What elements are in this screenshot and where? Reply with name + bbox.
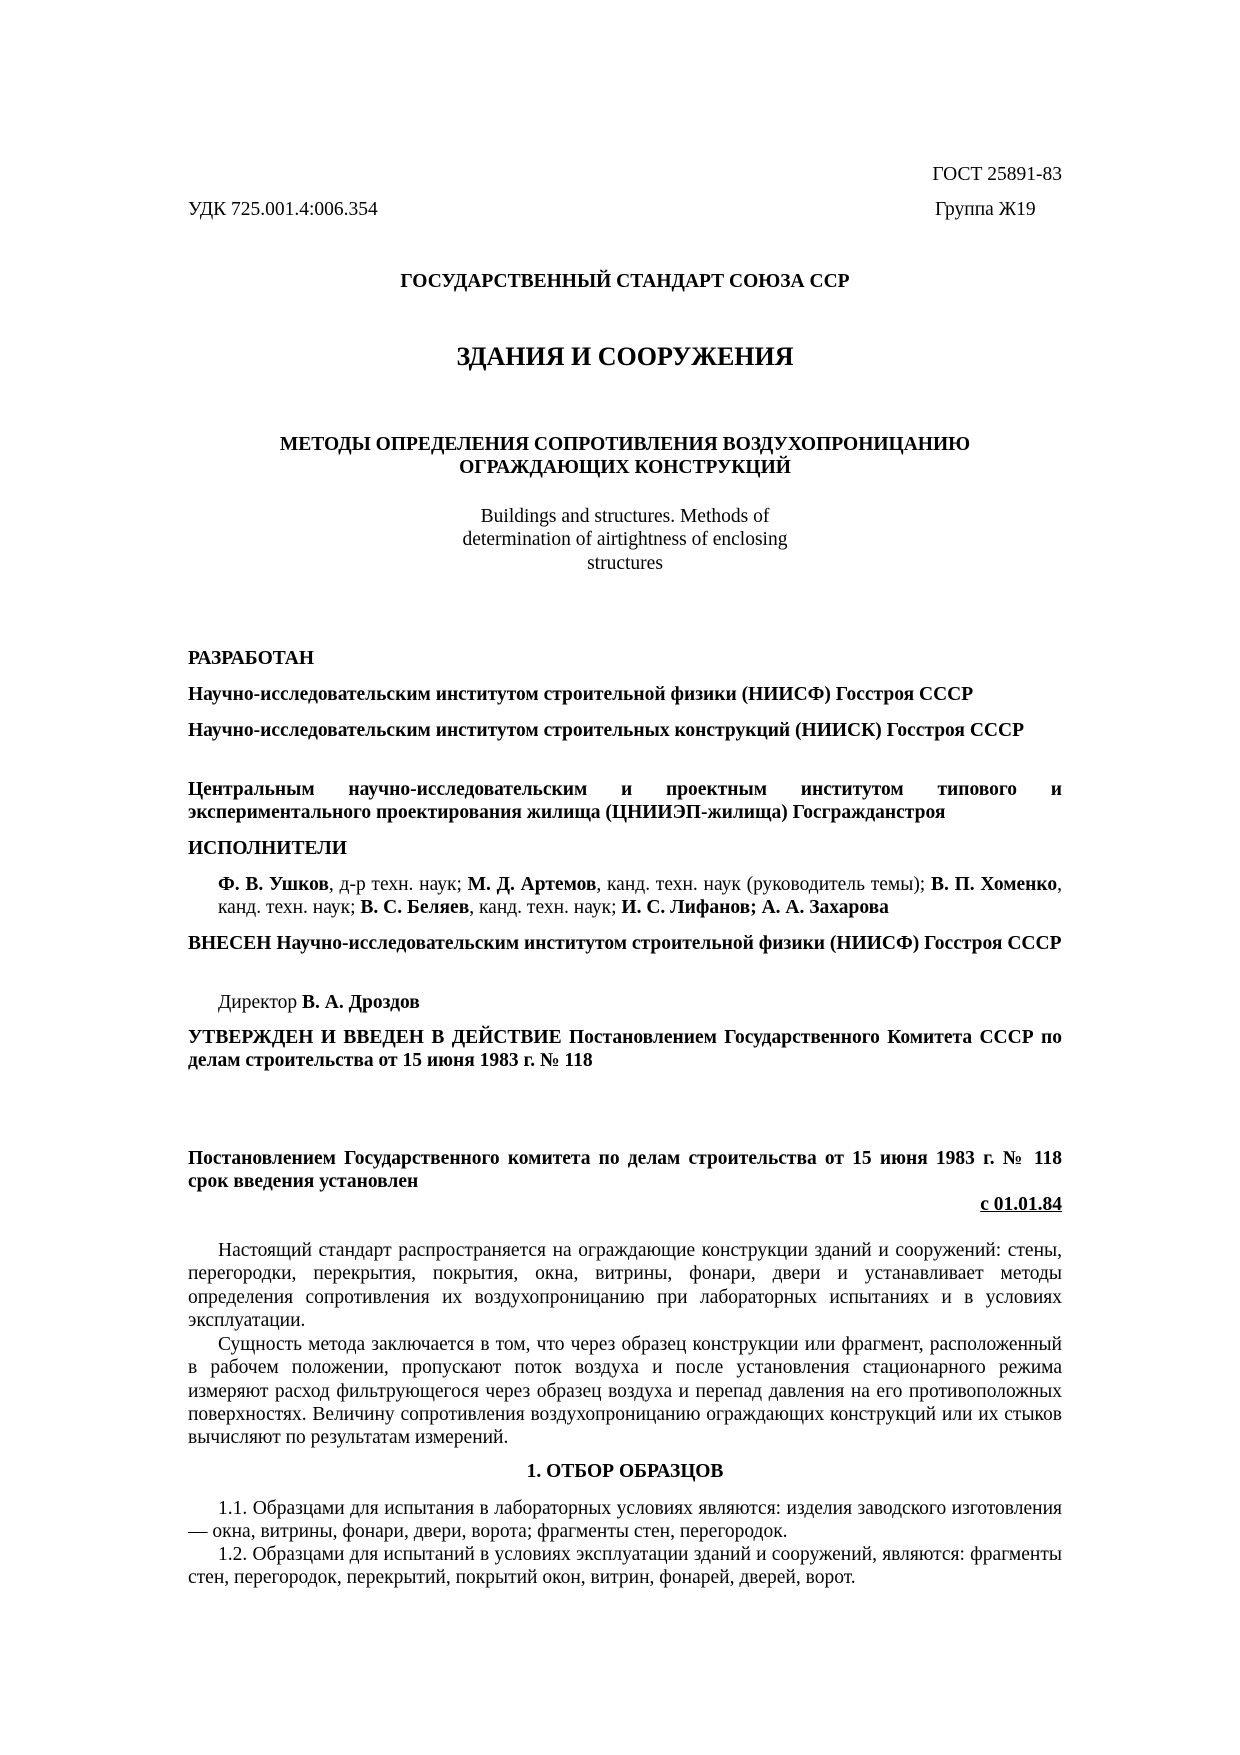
intro-paragraph: Настоящий стандарт распространяется на ограждающие конструкции зданий и сооружений: стены, перегородки, перекрытия, покрытия, окна, витрины, фонари, двери и устанавливает методы определения сопротивления их воздухопроницанию при лабораторных испытаниях и в условиях эксплуатации. bbox=[188, 1240, 1062, 1331]
performer-name: В. П. Хоменко bbox=[930, 874, 1058, 895]
performer-title: , канд. техн. наук; bbox=[469, 897, 622, 919]
submitted-heading: ВНЕСЕН bbox=[188, 933, 272, 954]
english-title-line: determination of airtightness of enclosing bbox=[462, 529, 788, 551]
performer-name: Ф. В. Ушков bbox=[218, 874, 329, 895]
submitted-by bbox=[188, 932, 1062, 955]
approved-heading: УТВЕРЖДЕН И ВВЕДЕН В ДЕЙСТВИЕ bbox=[188, 1027, 562, 1048]
approved-text: Постановлением Государственного Комитета СССР по делам строительства от 15 июня 1983 г. № 118 bbox=[188, 1027, 1062, 1072]
approved-by bbox=[188, 1026, 1062, 1073]
decree-text: Постановлением Государственного комитета по делам строительства от 15 июня 1983 г. № 118 срок введения установлен bbox=[188, 1148, 1062, 1193]
clause-1-2: 1.2. Образцами для испытаний в условиях эксплуатации зданий и сооружений, являются: фрагменты стен, перегородок, перекрытий, покрытий окон, витрин, фонарей, дверей, ворот. bbox=[188, 1544, 1062, 1589]
developer-tsniiep: Центральным научно-исследовательским и проектным институтом типового и экспериментального проектирования жилища (ЦНИИЭП-жилища) Госгражданстроя bbox=[188, 779, 1062, 824]
submitted-text: Научно-исследовательским институтом строительной физики (НИИСФ) Госстроя СССР bbox=[271, 933, 1062, 954]
subtitle-line: ОГРАЖДАЮЩИХ КОНСТРУКЦИЙ bbox=[459, 457, 791, 479]
english-title-line: Buildings and structures. Methods of bbox=[480, 506, 770, 527]
clause-1-1: 1.1. Образцами для испытания в лабораторных условиях являются: изделия заводского изготовления — окна, витрины, фонари, двери, ворота; фрагменты стен, перегородок. bbox=[188, 1498, 1062, 1543]
group-code: Группа Ж19 bbox=[935, 199, 1036, 220]
director-label: Директор bbox=[218, 992, 302, 1013]
performers-heading: ИСПОЛНИТЕЛИ bbox=[188, 838, 347, 859]
performer-name: М. Д. Артемов bbox=[467, 874, 597, 895]
director-name: В. А. Дроздов bbox=[302, 992, 420, 1013]
performer-name: В. С. Беляев bbox=[360, 897, 470, 919]
document-subtitle bbox=[188, 433, 1062, 480]
developer-niisk: Научно-исследовательским институтом строительных конструкций (НИИСК) Госстроя СССР bbox=[188, 720, 1025, 741]
english-title-line: structures bbox=[587, 552, 663, 574]
performer-title: , канд. техн. наук; bbox=[218, 874, 1062, 919]
english-title bbox=[188, 505, 1062, 575]
subtitle-line: МЕТОДЫ ОПРЕДЕЛЕНИЯ СОПРОТИВЛЕНИЯ ВОЗДУХОПРОНИЦАНИЮ bbox=[279, 434, 971, 455]
director bbox=[218, 991, 1062, 1014]
performer-title: , канд. техн. наук (руководитель темы); bbox=[596, 874, 931, 895]
section-1-heading: 1. ОТБОР ОБРАЗЦОВ bbox=[526, 1461, 724, 1482]
method-paragraph: Сущность метода заключается в том, что через образец конструкции или фрагмент, расположенный в рабочем положении, пропускают поток воздуха и после установления стационарного режима измеряют расход фильтрующегося через образец воздуха и перепад давления на его противоположных поверхностях. Величину сопротивления воздухопроницанию ограждающих конструкций или их стыков вычисляют по результатам измерений. bbox=[188, 1334, 1062, 1449]
developer-niisf: Научно-исследовательским институтом строительной физики (НИИСФ) Госстроя СССР bbox=[188, 684, 974, 705]
developed-heading: РАЗРАБОТАН bbox=[188, 648, 315, 669]
performers-list bbox=[218, 873, 1062, 920]
performer-name: И. С. Лифанов; А. А. Захарова bbox=[621, 897, 889, 919]
performer-title: , д-р техн. наук; bbox=[328, 874, 468, 895]
gost-number: ГОСТ 25891-83 bbox=[932, 164, 1062, 185]
udk-code: УДК 725.001.4:006.354 bbox=[188, 199, 378, 220]
standard-heading: ГОСУДАРСТВЕННЫЙ СТАНДАРТ СОЮЗА ССР bbox=[400, 271, 850, 292]
document-title: ЗДАНИЯ И СООРУЖЕНИЯ bbox=[456, 342, 794, 371]
effective-date: с 01.01.84 bbox=[980, 1194, 1062, 1215]
